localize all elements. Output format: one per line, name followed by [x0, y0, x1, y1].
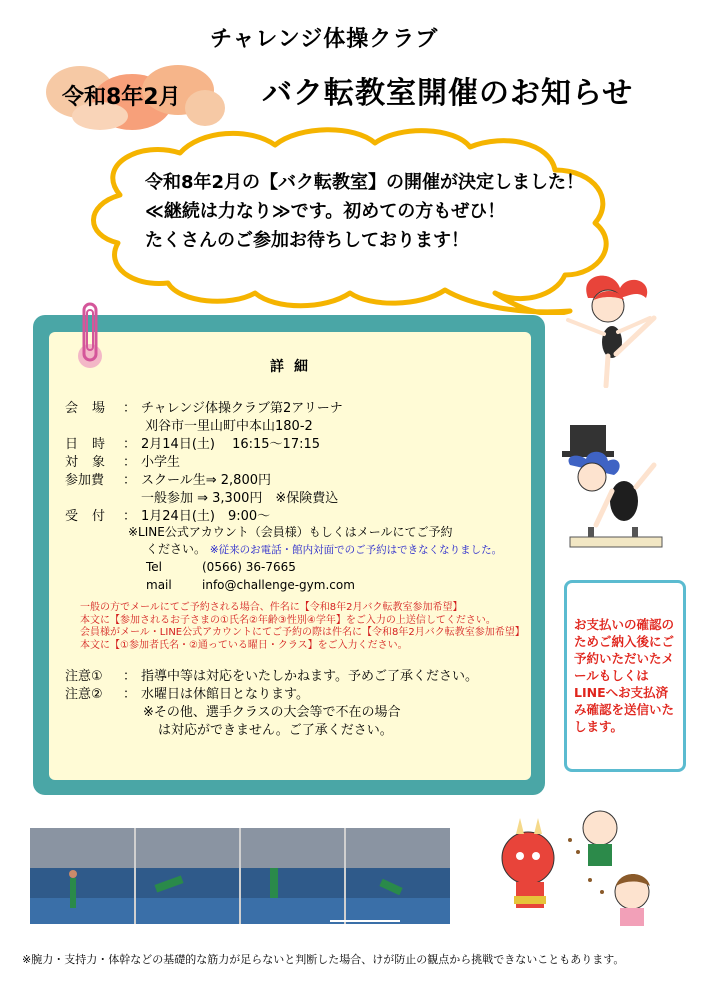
announcement-text: [145, 168, 584, 255]
reception-note-line2: [146, 540, 502, 557]
email-instruction-line-4: 本文に【①参加者氏名・②通っている曜日・クラス】をご入力ください。: [80, 639, 408, 651]
note-1-value: 指導中等は対応をいたしかねます。予めご了承ください。: [141, 669, 478, 684]
note-1-row: 注意① ： 指導中等は対応をいたしかねます。予めご了承ください。: [65, 665, 478, 684]
mail-value[interactable]: info@challenge-gym.com: [202, 578, 355, 592]
backflip-photo-sequence: [30, 828, 450, 924]
note-2-value: 水曜日は休館日となります。: [141, 687, 309, 702]
tel-value: (0566) 36-7665: [202, 560, 296, 574]
announcement-line-1: 令和8年2月の【バク転教室】の開催が決定しました！: [145, 172, 585, 193]
fee-label: 参加費: [65, 473, 105, 488]
email-instructions: [80, 602, 525, 652]
datetime-row: 日時 ： 2月14日(土) 16:15～17:15: [65, 433, 320, 452]
datetime-label: 日時: [65, 437, 120, 452]
datetime-value: 2月14日(土) 16:15～17:15: [141, 437, 321, 452]
footer-disclaimer: ※腕力・支持力・体幹などの基礎的な筋力が足らないと判断した場合、けが防止の観点から挑戦できないこともあります。: [22, 953, 625, 966]
target-value: 小学生: [141, 455, 181, 470]
date-badge-text: 令和8年2月: [62, 85, 181, 110]
venue-address: 刈谷市一里山町中本山180-2: [145, 419, 313, 434]
paper-clip-icon: [72, 300, 108, 370]
note-3-line-1: ※その他、選手クラスの大会等で不在の場合: [143, 705, 401, 720]
mail-label: mail: [146, 578, 172, 592]
note-1-label: 注意①: [65, 669, 103, 684]
target-label: 対象: [65, 455, 120, 470]
reception-row: 受付 ： 1月24日(土) 9:00～: [65, 505, 270, 524]
gymnast-boy-illustration: [558, 425, 670, 557]
venue-label: 会場: [65, 401, 120, 416]
note-2-row: 注意② ： 水曜日は休館日となります。: [65, 683, 309, 702]
fee-general: 一般参加 ⇒ 3,300円 ※保険費込: [141, 491, 339, 506]
reception-value: 1月24日(土) 9:00～: [141, 509, 271, 524]
details-title: 詳細: [270, 359, 318, 375]
reception-note-2: ください。: [146, 542, 207, 556]
fee-school: スクール生⇒ 2,800円: [141, 473, 271, 488]
main-title: バク転教室開催のお知らせ: [262, 76, 634, 111]
payment-box-text: お支払いの確認のためご納入後にご予約いただいたメールもしくはLINEへお支払済み確認を送信いたします。: [574, 617, 675, 734]
tel-label: Tel: [146, 560, 163, 574]
backflip-photo-strip: [30, 828, 450, 924]
mail-row: [146, 578, 355, 592]
venue-row: 会場 ： チャレンジ体操クラブ第2アリーナ: [65, 397, 343, 416]
reception-label: 受付: [65, 509, 120, 524]
announcement-line-2: ≪継続は力なり≫です。初めての方もぜひ！: [145, 201, 506, 222]
venue-name: チャレンジ体操クラブ第2アリーナ: [141, 401, 343, 416]
tel-row: [146, 560, 296, 574]
fee-row: 参加費 ： スクール生⇒ 2,800円: [65, 469, 271, 488]
reception-blue-note: ※従来のお電話・館内対面でのご予約はできなくなりました。: [209, 544, 503, 556]
email-instruction-line-2: 本文に【参加されるお子さまの①氏名②年齢③性別④学年】をご入力の上送信してください。: [80, 614, 496, 626]
announcement-line-3: たくさんのご参加お待ちしております！: [145, 230, 469, 251]
note-2-label: 注意②: [65, 687, 103, 702]
oni-and-children-illustration: [490, 800, 665, 930]
gymnast-girl-illustration: [558, 268, 668, 388]
reception-note-1: ※LINE公式アカウント（会員様）もしくはメールにてご予約: [128, 525, 453, 539]
note-3-line-2: は対応ができません。ご了承ください。: [158, 723, 393, 738]
email-instruction-line-3: 会員様がメール・LINE公式アカウントにてご予約の際は件名に【令和8年2月バク転教室参加希望】: [80, 627, 525, 638]
club-name: チャレンジ体操クラブ: [210, 27, 439, 52]
target-row: 対象 ： 小学生: [65, 451, 180, 470]
email-instruction-line-1: 一般の方でメールにてご予約される場合、件名に【令和8年2月バク転教室参加希望】: [80, 602, 463, 613]
